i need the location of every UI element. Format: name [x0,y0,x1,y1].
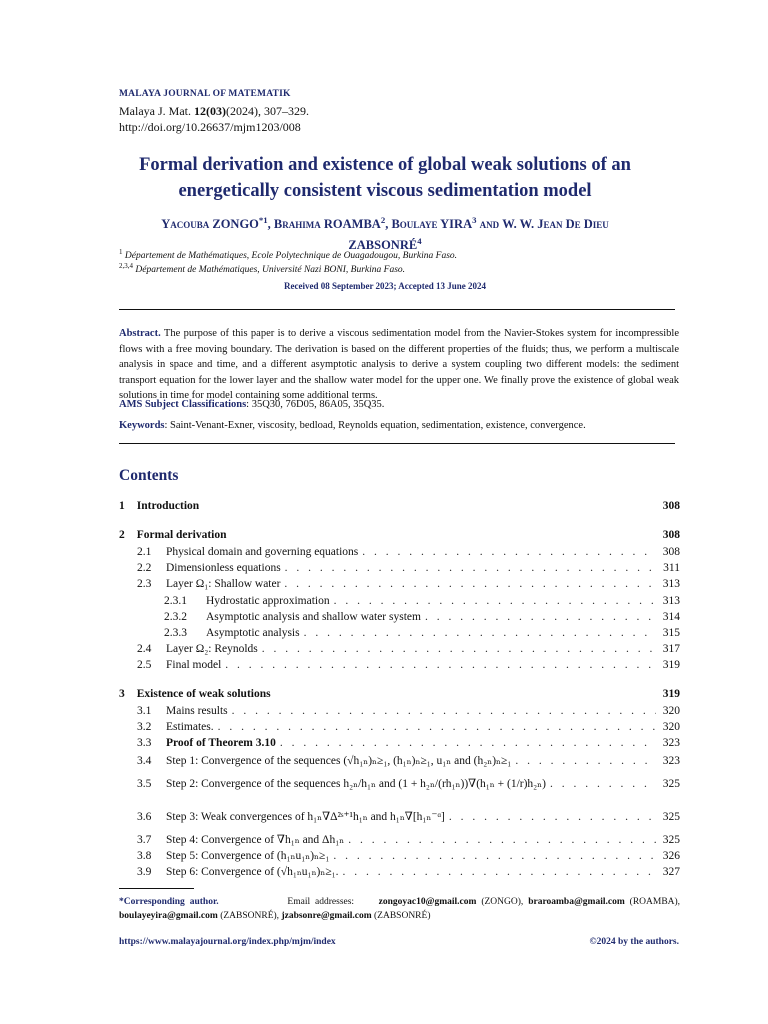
toc-entry-3-6[interactable] [119,809,680,823]
journal-citation [119,104,309,119]
email-yira-owner: (ZABSONRÉ), [220,911,280,921]
email-zongo[interactable]: zongoyac10@gmail.com [378,897,477,907]
email-zabsonre-owner: (ZABSONRÉ) [374,911,431,921]
toc-num: 3.9 [137,866,152,878]
toc-num: 2.2 [137,562,152,574]
keywords-label: Keywords [119,420,165,431]
toc-label: Estimates. [166,721,214,733]
toc-entry-2-4[interactable] [119,643,680,655]
received-dates: Received 08 September 2023; Accepted 13 June 2024 [283,281,487,291]
toc-num: 3.4 [137,755,152,767]
toc-num: 2.3.2 [164,611,187,623]
citation-suffix: (2024), 307–329. [225,104,309,118]
affiliation-2-text: Département de Mathématiques, Université Nazi BONI, Burkina Faso. [135,265,406,276]
email-zabsonre[interactable]: jzabsonre@gmail.com [281,911,372,921]
toc-entry-3-2[interactable] [119,721,680,733]
toc-entry-3-5[interactable] [119,776,680,790]
toc-leader [304,627,656,639]
author-3-mark: 3 [472,215,477,225]
toc-num: 2.5 [137,659,152,671]
keywords-text: : Saint-Venant-Exner, viscosity, bedload, Reynolds equation, sedimentation, existence, convergence. [164,420,586,431]
toc-label: Introduction [136,500,200,512]
toc-leader [425,611,656,623]
paper-title [100,152,670,204]
affiliation-1-text: Département de Mathématiques, Ecole Polytechnique de Ouagadougou, Burkina Faso. [124,251,458,262]
affiliation-2 [119,262,405,275]
toc-entry-3-7[interactable] [119,832,680,846]
citation-volume: 12(03) [193,104,226,118]
toc-label: Step 1: Convergence of the sequences (√h₁ₙ)ₙ≥₁, (h₁ₙ)ₙ≥₁, u₁ₙ and (h₂ₙ)ₙ≥₁ [166,755,512,767]
toc-num: 3.2 [137,721,152,733]
toc-entry-2-1[interactable] [119,546,680,558]
author-1-first: Yacouba [161,217,210,232]
toc-leader [225,659,656,671]
toc-page: 308 [662,546,680,558]
toc-leader [334,595,656,607]
toc-num: 2.4 [137,643,152,655]
toc-page: 308 [662,500,680,512]
toc-page: 317 [662,643,680,655]
toc-entry-2-3-1[interactable] [119,595,680,607]
toc-label: Asymptotic analysis and shallow water system [206,611,421,623]
affiliation-2-mark: 2,3,4 [119,262,133,270]
toc-label: Step 6: Convergence of (√h₁ₙu₁ₙ)ₙ≥₁. [166,866,339,878]
footnote-divider [119,888,194,889]
ams-text: : 35Q30, 76D05, 86A05, 35Q35. [246,399,385,410]
abstract-divider [119,443,675,444]
email-roamba-owner: (ROAMBA), [629,897,681,907]
toc-label: Formal derivation [136,529,227,541]
toc-num: 3.1 [137,705,152,717]
author-1-mark: *1 [258,215,268,225]
toc-num: 3.8 [137,850,152,862]
toc-page: 311 [663,562,680,574]
author-2-last: ROAMBA [323,217,381,232]
contents-heading: Contents [119,467,179,484]
toc-label: Physical domain and governing equations [166,546,359,558]
title-line-1: Formal derivation and existence of global weak solutions of an [139,155,631,175]
toc-num: 3.3 [137,737,152,749]
email-zongo-owner: (ZONGO), [481,897,524,907]
toc-leader [333,850,656,862]
toc-page: 315 [662,627,680,639]
toc-label: Final model [166,659,222,671]
title-line-2: energetically consistent viscous sedimentation model [178,181,592,201]
toc-num: 2.3 [137,578,152,590]
toc-entry-2-3[interactable] [119,578,680,590]
toc-leader [232,705,656,717]
toc-page: 320 [662,721,680,733]
toc-entry-2-3-2[interactable] [119,611,680,623]
toc-leader [515,755,656,767]
abstract-text: The purpose of this paper is to derive a viscous sedimentation model from the Navier-Stokes system for incompressible flows with a free moving boundary. The derivation is based on the different properties of the fluids; thus, we perform a multiscale analysis in space and time, and a different asymptotic analysis to derive a system coupling two different models: the sediment transport equation for the lower layer and the shallow water model for the upper one. We finally prove the existence of global weak solutions in time for model containing some additional terms. [119,328,680,401]
toc-page: 313 [662,595,680,607]
toc-entry-3-3[interactable] [119,737,680,749]
toc-label: Step 2: Convergence of the sequences h₂ₙ/h₁ₙ and (1 + h₂ₙ/(rh₁ₙ))∇(h₁ₙ + (1/r)h₂ₙ) [166,778,546,790]
author-4-name: W. W. Jean De Dieu [502,217,609,232]
toc-page: 319 [662,688,680,700]
author-1-last: ZONGO [212,217,259,232]
toc-label: Mains results [166,705,228,717]
copyright: ©2024 by the authors. [589,937,679,947]
toc-label: Step 5: Convergence of (h₁ₙu₁ₙ)ₙ≥₁ [166,850,330,862]
toc-num: 2.3.3 [164,627,187,639]
toc-page: 325 [662,778,680,790]
toc-entry-3-8[interactable] [119,848,680,862]
toc-leader [284,578,656,590]
toc-page: 319 [662,659,680,671]
author-3-first: Boulaye [391,217,438,232]
toc-label: Dimensionless equations [166,562,281,574]
toc-num: 3.5 [137,778,152,790]
toc-page: 327 [662,866,680,878]
toc-label: Proof of Theorem 3.10 [166,737,276,749]
toc-entry-1[interactable] [119,500,680,512]
toc-label: Existence of weak solutions [136,688,271,700]
abstract [119,326,679,404]
toc-leader [362,546,656,558]
toc-page: 313 [662,578,680,590]
toc-entry-2-2[interactable] [119,562,680,574]
author-4-mark: 4 [417,236,422,247]
toc-page: 308 [662,529,680,541]
toc-page: 325 [662,811,680,823]
toc-leader [218,721,656,733]
toc-entry-3-4[interactable] [119,753,680,767]
author-3-last: YIRA [440,217,473,232]
toc-leader [285,562,656,574]
affiliation-1 [119,248,457,261]
toc-label: Step 3: Weak convergences of h₁ₙ∇Δ²ˢ⁺¹h₁ₙ and h₁ₙ∇[h₁ₙ⁻ᵅ] [166,811,445,823]
affiliation-1-mark: 1 [119,248,123,256]
toc-num: 2.1 [137,546,152,558]
toc-num: 1 [119,500,125,512]
email-roamba[interactable]: braroamba@gmail.com [528,897,625,907]
toc-leader [280,737,656,749]
corresponding-author-label: *Corresponding author. [119,897,219,907]
author-list: Yacouba ZONGO$^{*1}$, Brahima ROAMBA$^2$, Boulaye YIRA$^3$ and W. W. Jean De Dieu ZABSONRÉ$^4$ [161,215,609,253]
toc-entry-3-9[interactable] [119,864,680,878]
email-label: Email addresses: [287,897,355,907]
author-2-mark: 2 [380,215,386,225]
toc-entry-2[interactable] [119,529,680,541]
toc-leader [343,866,656,878]
toc-leader [449,811,656,823]
journal-name: MALAYA JOURNAL OF MATEMATIK [119,89,291,99]
doi-link[interactable]: http://doi.org/10.26637/mjm1203/008 [119,120,301,134]
toc-page: 320 [662,705,680,717]
citation-prefix: Malaya J. Mat. [119,104,194,118]
toc-entry-3-1[interactable] [119,705,680,717]
ams-classification [119,399,384,410]
toc-num: 3.7 [137,834,152,846]
email-yira[interactable]: boulayeyira@gmail.com [119,911,218,921]
author-and: and [479,217,500,232]
toc-entry-2-5[interactable] [119,659,680,671]
toc-entry-3[interactable] [119,688,680,700]
toc-page: 314 [662,611,680,623]
author-4-last: ZABSONRÉ [348,238,418,253]
footnote [119,895,680,923]
keywords [119,420,586,431]
top-divider [119,309,675,310]
author-2-first: Brahima [273,217,321,232]
toc-num: 3 [119,688,125,700]
abstract-label: Abstract. [119,328,161,339]
toc-page: 323 [662,755,680,767]
toc-leader [550,778,656,790]
toc-leader [348,834,656,846]
toc-label: Step 4: Convergence of ∇h₁ₙ and Δh₁ₙ [166,834,345,846]
toc-num: 3.6 [137,811,152,823]
toc-label: Hydrostatic approximation [206,595,330,607]
ams-label: AMS Subject Classifications [119,399,247,410]
toc-num: 2.3.1 [164,595,187,607]
toc-entry-2-3-3[interactable] [119,627,680,639]
journal-url-link[interactable]: https://www.malayajournal.org/index.php/mjm/index [119,937,336,947]
toc-label: Layer Ω₁: Shallow water [166,578,281,590]
toc-label: Asymptotic analysis [206,627,300,639]
toc-page: 326 [662,850,680,862]
toc-page: 325 [662,834,680,846]
toc-label: Layer Ω₂: Reynolds [166,643,258,655]
toc-num: 2 [119,529,125,541]
toc-page: 323 [662,737,680,749]
toc-leader [262,643,656,655]
